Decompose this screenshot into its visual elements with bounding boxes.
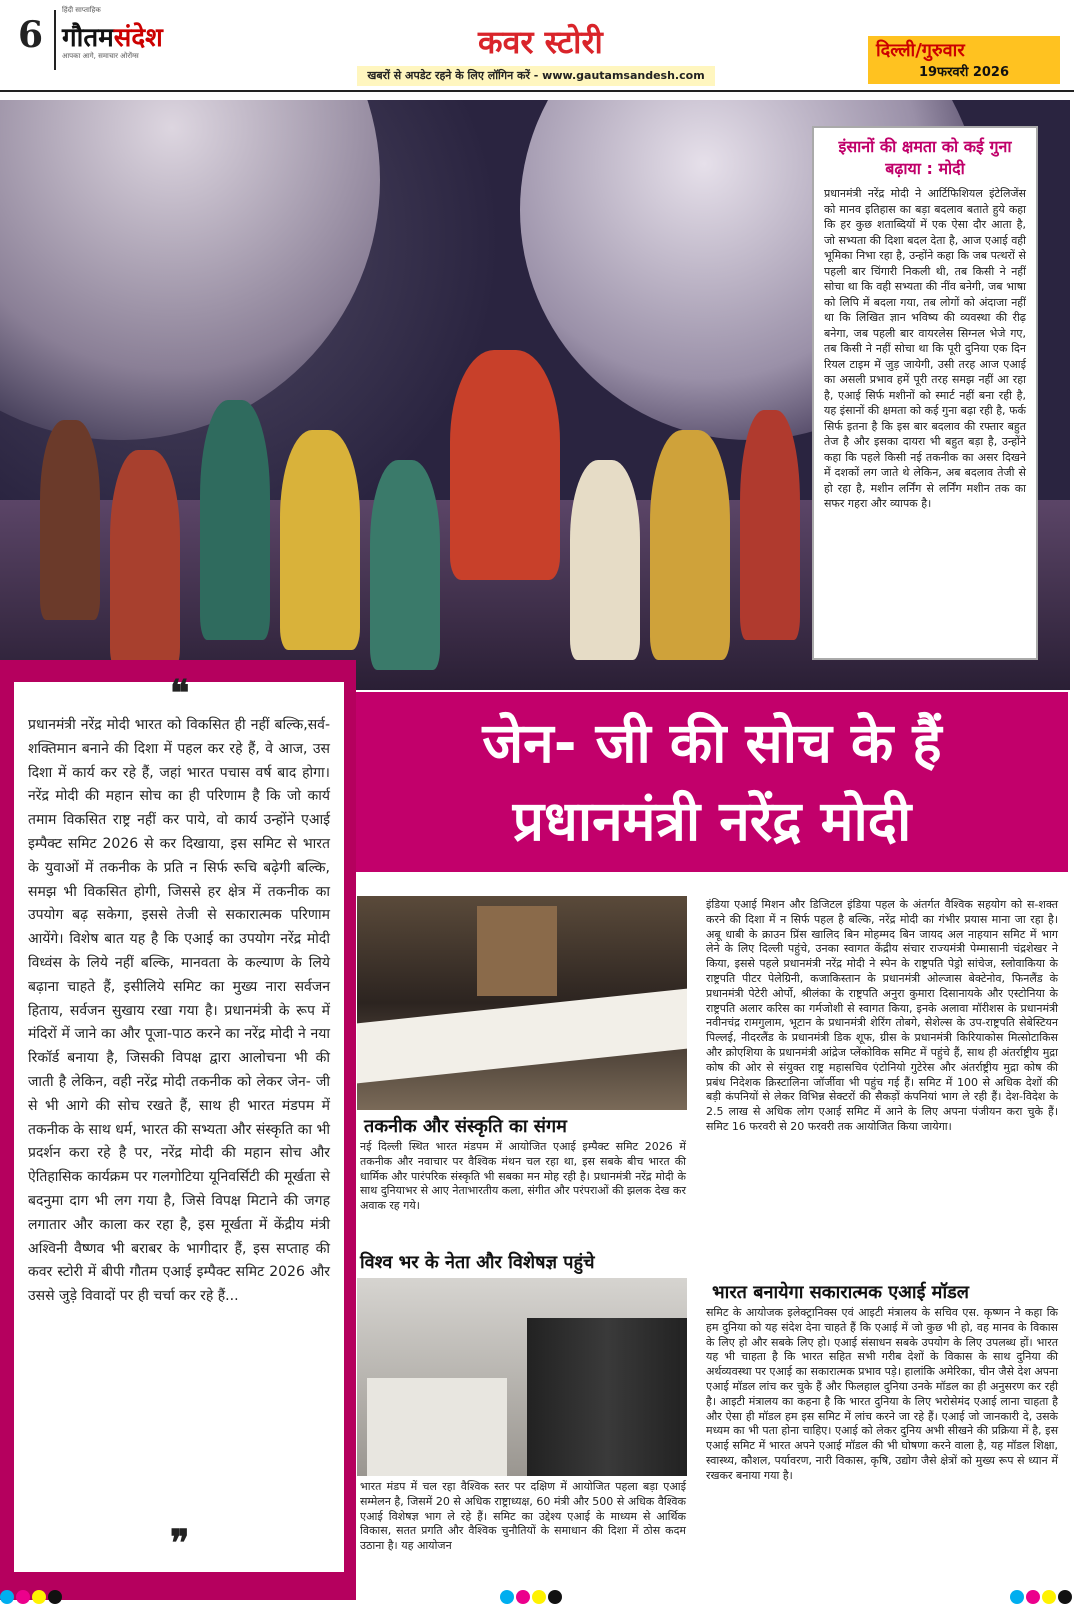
issue-date: 19फरवरी 2026 <box>918 65 1010 80</box>
close-quote-icon: ❞ <box>170 1522 190 1564</box>
planet-backdrop-left <box>0 100 380 440</box>
registration-dot <box>32 1590 46 1604</box>
dinner-table <box>357 989 687 1084</box>
page-header <box>0 0 1074 92</box>
section-title: कवर स्टोरी <box>478 23 603 61</box>
logo-part1: गौतम <box>62 23 114 53</box>
side-story-box <box>812 126 1038 660</box>
main-headline <box>356 692 1068 872</box>
dancer-figure <box>740 410 800 640</box>
article-para-leaders: भारत मंडप में चल रहा वैश्विक स्तर पर दक्षिण में आयोजित पहला बड़ा एआई सम्मेलन है, जिसमें 20 से अधिक राष्ट्राध्यक्ष, 60 मंत्री और 500 से अधिक वैश्विक एआई विशेषज्ञ भाग ले रहे हैं। समिट का उद्देश्य एआई के माध्यम से आर्थिक विकास, सतत प्रगति और वैश्विक चुनौतियों के समाधान की दिशा में ठोस कदम उठाना है। यह आयोजन <box>360 1480 686 1553</box>
article-para-culture: नई दिल्ली स्थित भारत मंडपम में आयोजित एआई इम्पैक्ट समिट 2026 में तकनीक और नवाचार पर वैश्विक मंथन चल रहा था, इस सबके बीच भारत की धार्मिक और पारंपरिक संस्कृति भी सबका मन मोह रही है। प्रधानमंत्री नरेंद्र मोदी के साथ दुनियाभर से आए नेताभारतीय कला, संगीत और परंपराओं की झलक देख कर अवाक रह गये। <box>360 1140 686 1213</box>
page-number: 6 <box>18 14 44 56</box>
dancer-figure <box>200 400 270 640</box>
dancer-figure <box>650 430 730 660</box>
headline-line2: प्रधानमंत्री नरेंद्र मोदी <box>512 789 912 853</box>
registration-dot <box>500 1590 514 1604</box>
registration-dot <box>1026 1590 1040 1604</box>
wall-panel <box>477 906 557 996</box>
dancer-figure <box>110 450 180 670</box>
subheading-leaders: विश्व भर के नेता और विशेषज्ञ पहुंचे <box>360 1252 595 1273</box>
quote-text: प्रधानमंत्री नरेंद्र मोदी भारत को विकसित ही नहीं बल्कि,सर्व-शक्तिमान बनाने की दिशा में पहल कर रहे हैं, वे आज, उस दिशा में कार्य कर रहे हैं, जहां भारत पचास वर्ष बाद होगा। नरेंद्र मोदी की महान सोच का ही परिणाम है कि जो कार्य तमाम विकसित राष्ट्र नहीं कर पाये, वो कार्य उन्होंने एआई इम्पैक्ट समिट 2026 से कर दिखाया, इस समिट से भारत के युवाओं में तकनीक के प्रति न सिर्फ रूचि बढ़ेगी बल्कि, समझ भी विकसित होगी, जिससे हर क्षेत्र में तकनीक का उपयोग बढ़ सकेगा, इससे तेजी से सकारात्मक परिणाम आयेंगे। विशेष बात यह है कि एआई का उपयोग नरेंद्र मोदी विध्वंस के लिये नहीं बल्कि, मानवता के कल्याण के लिये बढ़ाना चाहते हैं, इसीलिये समिट का मुख्य नारा सर्वजन हिताय, सर्वजन सुखाय रखा गया है। प्रधानमंत्री के रूप में मंदिरों में जाने का और पूजा-पाठ करने का नरेंद्र मोदी ने नया रिकॉर्ड बनाया है, जिसकी विपक्ष द्वारा आलोचना भी की जाती है लेकिन, वही नरेंद्र मोदी तकनीक को लेकर जेन- जी से भी आगे की सोच रखते हैं, साथ ही भारत मंडपम में तकनीक के साथ धर्म, भारत की सभ्यता और संस्कृति का भी प्रदर्शन करा रहे है पर, नरेंद्र मोदी की महान सोच और ऐतिहासिक कार्यक्रम पर गलगोटिया यूनिवर्सिटी की मूर्खता से बदनुमा दाग भी लग गया है, जिसे विपक्ष मिटाने की जगह लगातार और काला कर रहा है, इस मूर्खता में केंद्रीय मंत्री अश्विनी वैष्णव भी बराबर के भागीदार हैं, इस सप्ताह की कवर स्टोरी में बीपी गौतम एआई इम्पैक्ट समिट 2026 और उससे जुड़े विवादों पर ही चर्चा कर रहे हैं... <box>28 717 330 1305</box>
registration-dot <box>0 1590 14 1604</box>
registration-dot <box>532 1590 546 1604</box>
registration-dot <box>1010 1590 1024 1604</box>
registration-dot <box>48 1590 62 1604</box>
dancer-figure <box>40 420 100 620</box>
open-quote-icon: ❝ <box>170 672 190 714</box>
article-para-ai-model: समिट के आयोजक इलेक्ट्रानिक्स एवं आइटी मंत्रालय के सचिव एस. कृष्णन ने कहा कि हम दुनिया को यह संदेश देना चाहते हैं कि एआई में जो कुछ भी हो, वह मानव के विकास के लिए हो और सबके लिए हो। एआई संसाधन सबके उपयोग के लिए उपलब्ध हों। भारत यह भी चाहता है कि भारत सहित सभी गरीब देशों के विकास के साथ दुनिया की अर्थव्यवस्था पर एआई का सकारात्मक प्रभाव पड़े। हालांकि अमेरिका, चीन जैसे देश अपना एआई मॉडल लांच कर चुके हैं और फिलहाल दुनिया उनके मॉडल का ही अनुसरण कर रही है। आइटी मंत्रालय का कहना है कि भारत दुनिया के लिए भरोसेमंद एआई लाना चाहता है और ऐसा ही मॉडल हम इस समिट में लांच करने जा रहे हैं। एआई जो जानकारी दे, उसके मध्यम का भी पता होना चाहिए। एआई को लेकर दुनिय अभी सीखने की प्रक्रिया में है, इस एआई समिट में भारत अपने एआई मॉडल की भी घोषणा करने वाला है, यह मॉडल शिक्षा, स्वास्थ्य, कौशल, पर्यावरण, नारी विकास, कृषि, उद्योग जैसे क्षेत्रों को मुख्य रूप से ध्यान में रखकर बनाया गया है। <box>706 1306 1058 1482</box>
logo-subtitle: आपका आगे, समाचार ओरोंग्स <box>62 52 139 60</box>
subheading-culture: तकनीक और संस्कृति का संगम <box>364 1116 567 1137</box>
registration-dot <box>548 1590 562 1604</box>
city-day: दिल्ली/गुरुवार <box>876 40 965 61</box>
dancer-figure <box>280 430 360 650</box>
registration-dot <box>516 1590 530 1604</box>
dancer-figure-kathakali <box>450 350 560 580</box>
date-box <box>868 36 1060 84</box>
article-para-delegates: इंडिया एआई मिशन और डिजिटल इंडिया पहल के अंतर्गत वैश्विक सहयोग को स-शक्त करने की दिशा में न सिर्फ पहल है बल्कि, नरेंद्र मोदी का गंभीर प्रयास माना जा रहा है। अबू धाबी के क्राउन प्रिंस खालिद बिन मोहम्मद बिन जायद अल नाहयान समिट में भाग लेने के लिए दिल्ली पहुंचे, उनका स्वागत केंद्रीय संचार राज्यमंत्री पेम्मासानी चंद्रशेखर ने किया, इससे पहले प्रधानमंत्री नरेंद्र मोदी ने स्पेन के राष्ट्रपति पेड्रो सांचेज, स्लोवाकिया के राष्ट्रपति पीटर पेलेग्रिनी, कजाकिस्तान के प्रधानमंत्री ओल्जास बेक्टेनोव, फिनलैंड के प्रधानमंत्री पेटेरी ओर्पो, श्रीलंका के राष्ट्रपति अनुरा कुमारा दिसानायके और एस्टोनिया के राष्ट्रपति अलार करिस का गर्मजोशी से स्वागत किया, इनके अलावा मॉरीशस के प्रधानमंत्री नवीनचंद्र रामगुलाम, भूटान के प्रधानमंत्री शेरिंग तोबगे, सेशेल्स के उप-राष्ट्रपति सेबेस्टियन पिल्लई, नीदरलैंड के प्रधानमंत्री डिक शूफ, ग्रीस के प्रधानमंत्री किरियाकोस मित्सोटाकिस और क्रोएशिया के प्रधानमंत्री आंद्रेज प्लेंकोविक समिट में पहुंचे हैं, साथ ही अंतर्राष्ट्रीय मुद्रा कोष की ओर से संयुक्त राष्ट्र महासचिव एंटोनियो गुटेरेस और अंतर्राष्ट्रीय मुद्रा कोष की प्रबंध निदेशक क्रिस्टालिना जॉर्जीवा भी पहुंच गई हैं। समिट में 100 से अधिक देशों की बड़ी कंपनियों से लेकर विभिन्न सेक्टरों की सैकड़ों कंपनियां भाग ले रही हैं। देश-विदेश के 2.5 लाख से अधिक लोग एआई समिट में आने के लिए अपना पंजीयन करा चुके हैं। समिट 16 फरवरी से 20 फरवरी तक आयोजित किया जायेगा। <box>706 898 1058 1133</box>
header-divider <box>54 10 56 70</box>
subheading-ai-model: भारत बनायेगा सकारात्मक एआई मॉडल <box>712 1282 969 1303</box>
headline-line1: जेन- जी की सोच के हैं <box>482 711 942 775</box>
quote-box <box>14 672 344 1572</box>
leaders-row <box>527 1318 687 1476</box>
side-story-title: इंसानों की क्षमता को कई गुना बढ़ाया : मोदी <box>838 137 1012 178</box>
dancer-figure <box>370 460 440 670</box>
side-story-text: प्रधानमंत्री नरेंद्र मोदी ने आर्टिफिशियल इंटेलिजेंस को मानव इतिहास का बड़ा बदलाव बताते हुये कहा कि हर कुछ शताब्दियों में एक ऐसा दौर आता है, जो सभ्यता की दिशा बदल देता है, आज एआई वही भूमिका निभा रहा है, उन्होंने कहा कि जब पत्थरों से पहली बार चिंगारी निकली थी, तब किसी ने नहीं सोचा था कि वही सभ्यता की नींव बनेगी, जब भाषा को लिपि में बदला गया, तब लोगों को अंदाजा नहीं था कि लिखित ज्ञान भविष्य की व्यवस्था की रीढ़ बनेगा, जब पहली बार वायरलेस सिग्नल भेजे गए, तब किसी ने नहीं सोचा था कि पूरी दुनिया एक दिन रियल टाइम में जुड़ जायेगी, उसी तरह आज एआई का असली प्रभाव हमें पूरी तरह समझ नहीं आ रहा है, एआई सिर्फ मशीनों को स्मार्ट नहीं बना रही है, यह इंसानों की क्षमता को कई गुना बढ़ा रही है, फर्क सिर्फ इतना है कि इस बार बदलाव की रफ्तार बहुत तेज है और इसका दायरा भी बहुत बड़ा है, उन्होंने कहा कि पहले किसी नई तकनीक का असर दिखने में दशकों लग जाते थे लेकिन, अब बदलाव तेजी से हो रहा है, मशीन लर्निंग से लर्निंग मशीन तक का सफर गहरा और व्यापक है। <box>824 187 1026 510</box>
registration-dot <box>16 1590 30 1604</box>
registration-dot <box>1058 1590 1072 1604</box>
logo-part2: संदेश <box>113 23 163 53</box>
newspaper-logo <box>62 18 163 54</box>
logo-top-text: हिंदी साप्ताहिक <box>62 6 101 14</box>
dancer-figure <box>570 460 640 660</box>
site-tagline[interactable]: खबरों से अपडेट रहने के लिए लॉगिन करें - www.gautamsandesh.com <box>357 66 715 86</box>
print-registration-marks <box>0 1586 1074 1600</box>
leaders-gathering-photo <box>357 1278 687 1476</box>
registration-dot <box>1042 1590 1056 1604</box>
summit-dinner-photo <box>357 896 687 1110</box>
foreground-people <box>367 1378 507 1476</box>
